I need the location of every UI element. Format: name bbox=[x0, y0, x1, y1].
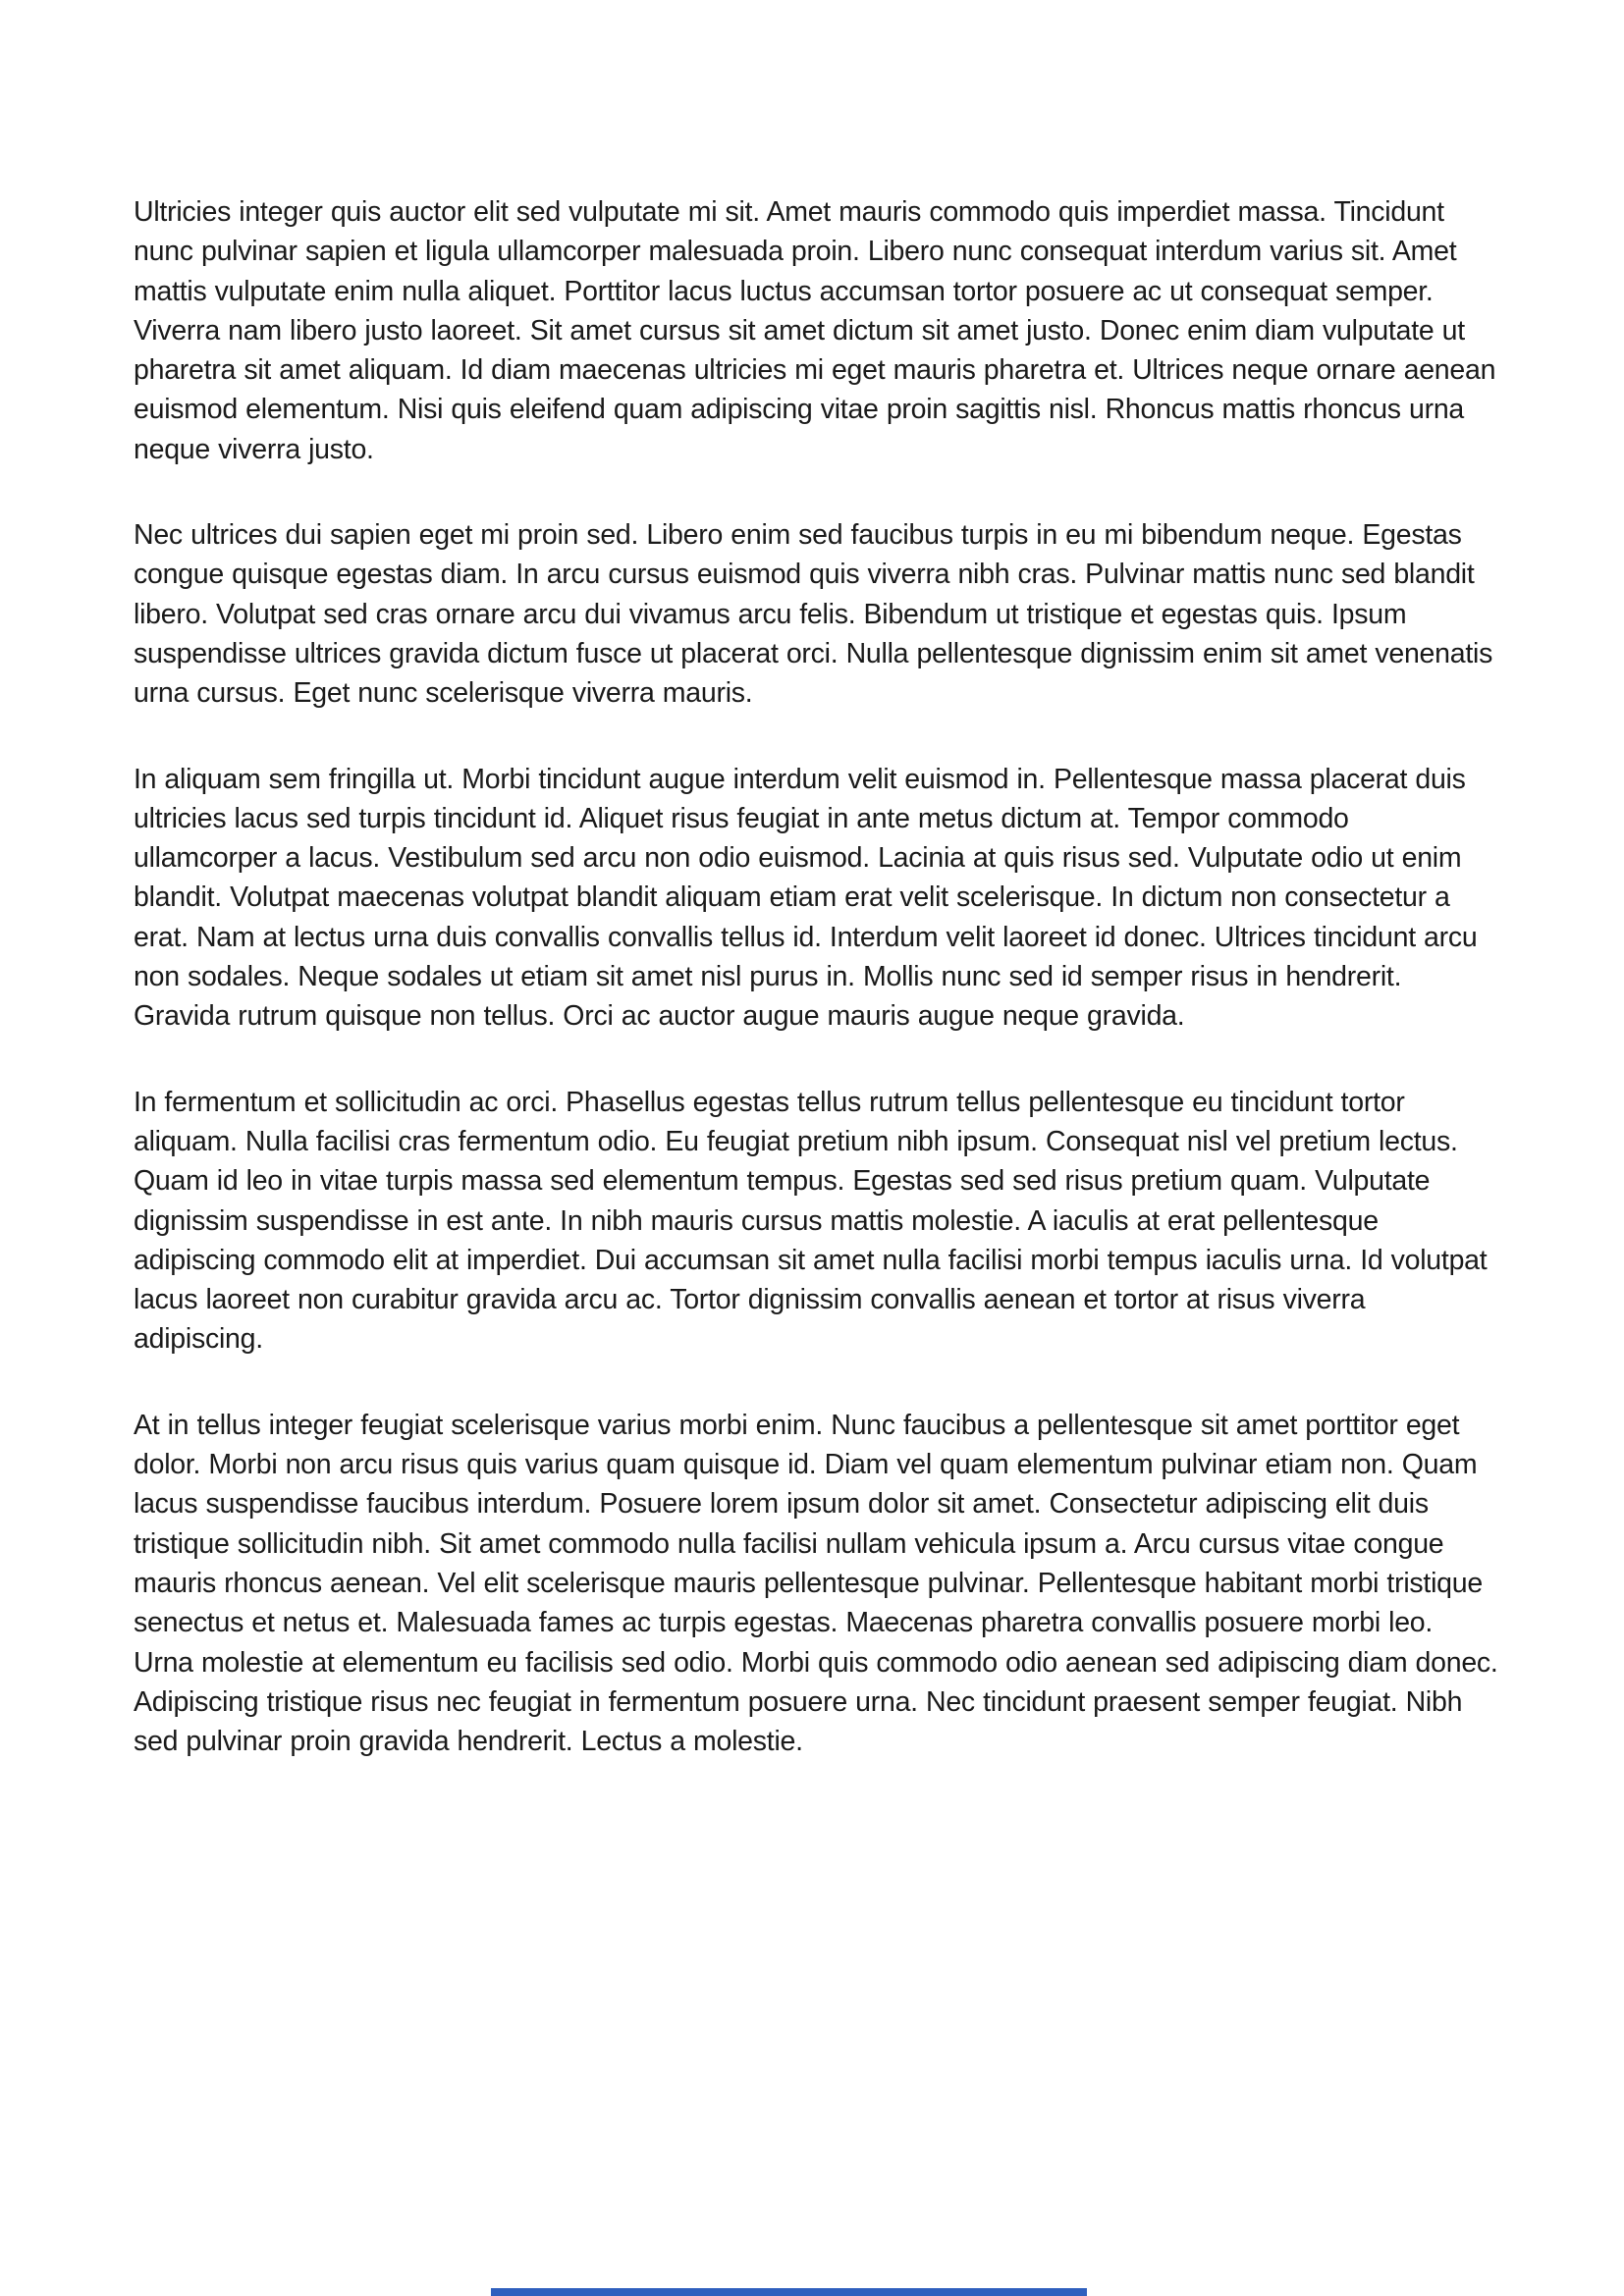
bottom-accent-bar bbox=[491, 2288, 1087, 2296]
paragraph-4: In fermentum et sollicitudin ac orci. Phasellus egestas tellus rutrum tellus pellentesque eu tincidunt tortor aliquam. Nulla facilisi cras fermentum odio. Eu feugiat pretium nibh ipsum. Consequat nisl vel pretium lectus. Quam id leo in vitae turpis massa sed elementum tempus. Egestas sed sed risus pretium quam. Vulputate dignissim suspendisse in est ante. In nibh mauris cursus mattis molestie. A iaculis at erat pellentesque adipiscing commodo elit at imperdiet. Dui accumsan sit amet nulla facilisi morbi tempus iaculis urna. Id volutpat lacus laoreet non curabitur gravida arcu ac. Tortor dignissim convallis aenean et tortor at risus viverra adipiscing. bbox=[134, 1086, 1488, 1356]
document-body-text bbox=[134, 192, 1498, 1807]
paragraph-3: In aliquam sem fringilla ut. Morbi tincidunt augue interdum velit euismod in. Pellentesque massa placerat duis ultricies lacus sed turpis tincidunt id. Aliquet risus feugiat in ante metus dictum at. Tempor commodo ullamcorper a lacus. Vestibulum sed arcu non odio euismod. Lacinia at quis risus sed. Vulputate odio ut enim blandit. Volutpat maecenas volutpat blandit aliquam etiam erat velit scelerisque. In dictum non consectetur a erat. Nam at lectus urna duis convallis convallis tellus id. Interdum velit laoreet id donec. Ultrices tincidunt arcu non sodales. Neque sodales ut etiam sit amet nisl purus in. Mollis nunc sed id semper risus in hendrerit. Gravida rutrum quisque non tellus. Orci ac auctor augue mauris augue neque gravida. bbox=[134, 763, 1478, 1033]
paragraph-2: Nec ultrices dui sapien eget mi proin sed. Libero enim sed faucibus turpis in eu mi bibendum neque. Egestas congue quisque egestas diam. In arcu cursus euismod quis viverra nibh cras. Pulvinar mattis nunc sed blandit libero. Volutpat sed cras ornare arcu dui vivamus arcu felis. Bibendum ut tristique et egestas quis. Ipsum suspendisse ultrices gravida dictum fusce ut placerat orci. Nulla pellentesque dignissim enim sit amet venenatis urna cursus. Eget nunc scelerisque viverra mauris. bbox=[134, 519, 1493, 710]
paragraph-1: Ultricies integer quis auctor elit sed vulputate mi sit. Amet mauris commodo quis imperdiet massa. Tincidunt nunc pulvinar sapien et ligula ullamcorper malesuada proin. Libero nunc consequat interdum varius sit. Amet mattis vulputate enim nulla aliquet. Porttitor lacus luctus accumsan tortor posuere ac ut consequat semper. Viverra nam libero justo laoreet. Sit amet cursus sit amet dictum sit amet justo. Donec enim diam vulputate ut pharetra sit amet aliquam. Id diam maecenas ultricies mi eget mauris pharetra et. Ultrices neque ornare aenean euismod elementum. Nisi quis eleifend quam adipiscing vitae proin sagittis nisl. Rhoncus mattis rhoncus urna neque viverra justo. bbox=[134, 196, 1496, 465]
paragraph-5: At in tellus integer feugiat scelerisque varius morbi enim. Nunc faucibus a pellentesque sit amet porttitor eget dolor. Morbi non arcu risus quis varius quam quisque id. Diam vel quam elementum pulvinar etiam non. Quam lacus suspendisse faucibus interdum. Posuere lorem ipsum dolor sit amet. Consectetur adipiscing elit duis tristique sollicitudin nibh. Sit amet commodo nulla facilisi nullam vehicula ipsum a. Arcu cursus vitae congue mauris rhoncus aenean. Vel elit scelerisque mauris pellentesque pulvinar. Pellentesque habitant morbi tristique senectus et netus et. Malesuada fames ac turpis egestas. Maecenas pharetra convallis posuere morbi leo. Urna molestie at elementum eu facilisis sed odio. Morbi quis commodo odio aenean sed adipiscing diam donec. Adipiscing tristique risus nec feugiat in fermentum posuere urna. Nec tincidunt praesent semper feugiat. Nibh sed pulvinar proin gravida hendrerit. Lectus a molestie. bbox=[134, 1409, 1498, 1758]
